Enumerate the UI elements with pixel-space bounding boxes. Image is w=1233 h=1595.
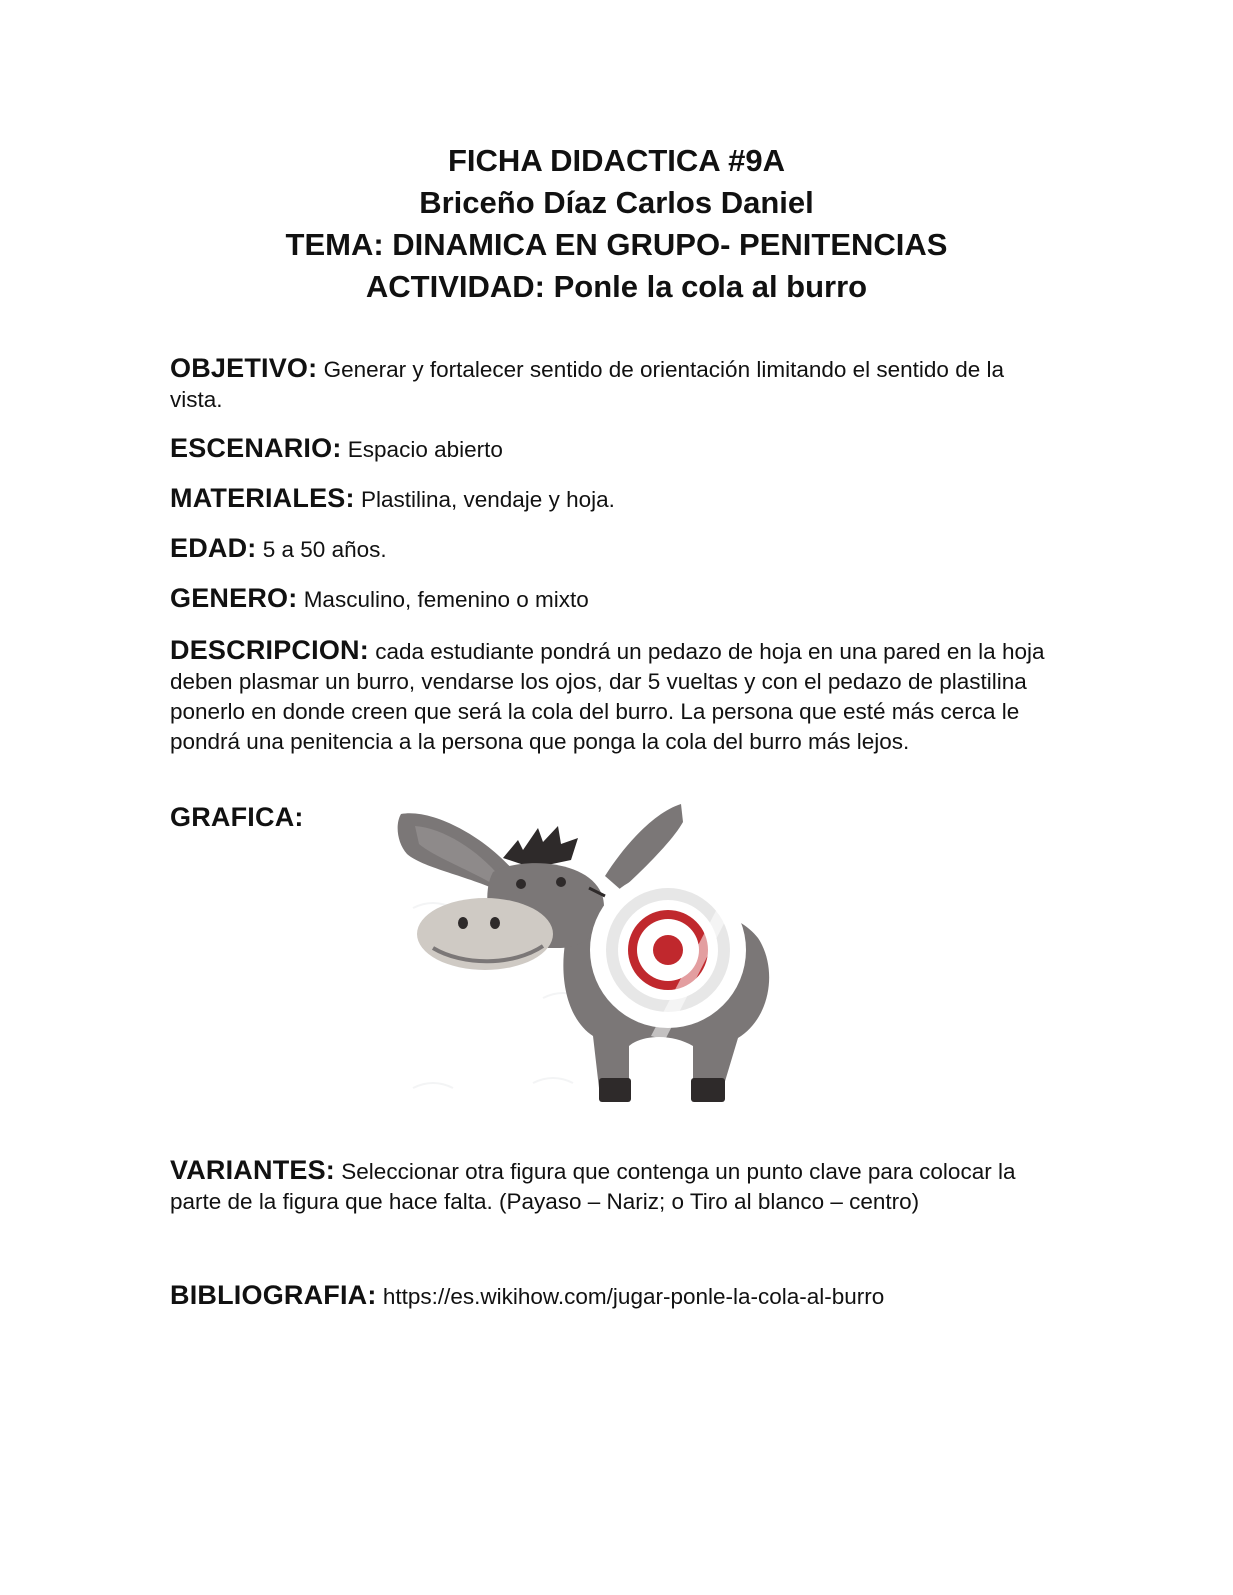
topic-line: TEMA: DINAMICA EN GRUPO- PENITENCIAS — [285, 227, 948, 262]
field-escenario — [170, 433, 1050, 465]
field-value: 5 a 50 años. — [262, 537, 387, 562]
field-label: ESCENARIO: — [170, 433, 342, 463]
field-value: Seleccionar otra figura que contenga un punto clave para colocar la parte de la figura que hace falta. (Payaso – Nariz; o Tiro al blanco – centro) — [170, 1159, 1016, 1214]
field-genero — [170, 583, 1050, 615]
field-label: EDAD: — [170, 533, 257, 563]
field-descripcion — [170, 635, 1050, 757]
field-variantes — [170, 1155, 1050, 1217]
field-value: Espacio abierto — [347, 437, 503, 462]
field-value: Masculino, femenino o mixto — [303, 587, 589, 612]
field-label: DESCRIPCION: — [170, 635, 369, 665]
bibliography-link[interactable]: https://es.wikihow.com/jugar-ponle-la-cola-al-burro — [382, 1284, 885, 1309]
field-label: GENERO: — [170, 583, 298, 613]
field-value: cada estudiante pondrá un pedazo de hoja en una pared en la hoja deben plasmar un burro, vendarse los ojos, dar 5 vueltas y con el pedazo de plastilina ponerlo en donde creen que será la cola del burro. La persona que esté más cerca le pondrá una penitencia a la persona que ponga la cola del burro más lejos. — [170, 639, 1045, 754]
sheet-title: FICHA DIDACTICA #9A — [448, 143, 785, 178]
field-label: VARIANTES: — [170, 1155, 336, 1185]
field-label: MATERIALES: — [170, 483, 355, 513]
field-label: GRAFICA: — [170, 802, 304, 832]
field-edad — [170, 533, 1050, 565]
author-name: Briceño Díaz Carlos Daniel — [419, 185, 814, 220]
field-label: BIBLIOGRAFIA: — [170, 1280, 377, 1310]
field-materiales — [170, 483, 1050, 515]
document-header — [0, 140, 1233, 308]
field-bibliografia — [170, 1280, 1050, 1312]
field-value: Generar y fortalecer sentido de orientación limitando el sentido de la vista. — [170, 357, 1004, 412]
donkey-target-illustration — [393, 798, 783, 1108]
field-objetivo — [170, 353, 1050, 415]
field-value: Plastilina, vendaje y hoja. — [360, 487, 615, 512]
field-label: OBJETIVO: — [170, 353, 318, 383]
activity-line: ACTIVIDAD: Ponle la cola al burro — [365, 269, 868, 304]
